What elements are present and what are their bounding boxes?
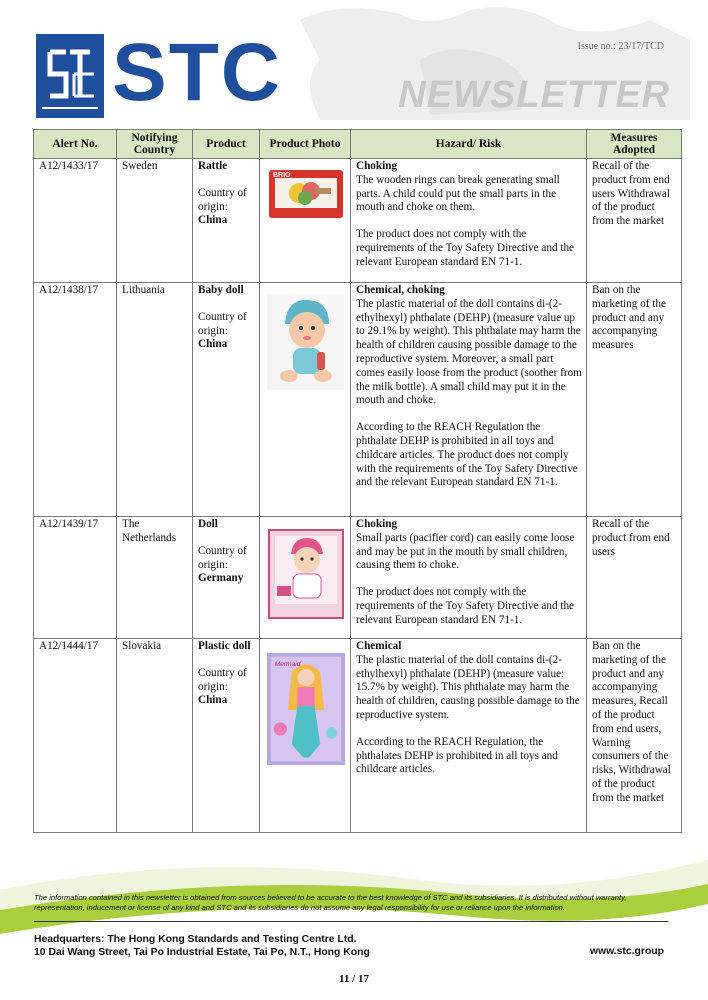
product-cell	[193, 639, 260, 833]
hazard-cell	[351, 159, 587, 283]
origin-country: China	[198, 338, 228, 351]
hazard-cell	[351, 517, 587, 639]
measures-adopted: Ban on the marketing of the product and any accompanying measures, Recall of the product from end users, Warning consumers of the risks, Withdrawal of the product from the market	[587, 639, 682, 833]
alert-number: A12/1439/17	[34, 517, 117, 639]
notifying-country: Slovakia	[117, 639, 193, 833]
origin-label: Country of origin:	[198, 666, 247, 693]
table-row	[34, 159, 682, 283]
alert-number: A12/1438/17	[34, 283, 117, 517]
svg-text:BRIO: BRIO	[273, 172, 291, 179]
product-name: Doll	[198, 518, 218, 530]
notifying-country: The Netherlands	[117, 517, 193, 639]
hazard-compliance: The product does not comply with the requirements of the Toy Safety Directive and the relevant European standard EN 71-1.	[356, 228, 575, 268]
hazard-compliance: According to the REACH Regulation, the phthalates DEHP is prohibited in all toys and childcare articles.	[356, 735, 558, 776]
hazard-description: The plastic material of the doll contains di-(2-ethylhexyl) phthalate (DEHP) (measure value: 15.7% by weight). This phthalate may harm the health of children, causing possible damage to the reproductive system.	[356, 653, 580, 721]
product-photo-cell	[260, 517, 351, 639]
hazard-cell	[351, 639, 587, 833]
origin-label: Country of origin:	[198, 544, 247, 571]
hazard-title: Chemical	[356, 640, 402, 652]
origin-label: Country of origin:	[198, 186, 247, 213]
column-header: Alert No.	[34, 130, 117, 159]
hazard-compliance: According to the REACH Regulation the phthalate DEHP is prohibited in all toys and childcare articles. The product does not comply with the requirements of the Toy Safety Directive and the relevant European standard EN 71-1.	[356, 421, 578, 489]
notifying-country: Sweden	[117, 159, 193, 283]
product-cell	[193, 283, 260, 517]
origin-label: Country of origin:	[198, 310, 247, 337]
alert-number: A12/1433/17	[34, 159, 117, 283]
product-name: Plastic doll	[198, 640, 251, 652]
column-header: Hazard/ Risk	[351, 130, 587, 159]
hazard-compliance: The product does not comply with the requirements of the Toy Safety Directive and the relevant European standard EN 71-1.	[356, 586, 575, 626]
hazard-description: Small parts (pacifier cord) can easily come loose and may be put in the mouth by small children, causing them to choke.	[356, 531, 575, 572]
table-row	[34, 283, 682, 517]
hq-line-2: 10 Dai Wang Street, Tai Po Industrial Estate, Tai Po, N.T., Hong Kong	[34, 947, 370, 958]
svg-text:Mermaid: Mermaid	[274, 661, 301, 669]
notifying-country: Lithuania	[117, 283, 193, 517]
mermaid-doll-photo	[267, 650, 345, 768]
hazard-description: The wooden rings can break generating small parts. A child could put the small parts in the mouth and choke on them.	[356, 173, 560, 214]
toy-rattle-photo	[267, 166, 345, 222]
product-name: Baby doll	[198, 284, 244, 296]
product-name: Rattle	[198, 160, 228, 172]
column-header: Product Photo	[260, 130, 351, 159]
hazard-description: The plastic material of the doll contains di-(2-ethylhexyl) phthalate (DEHP) (measure value up to 29.1% by weight). This phthalate may harm the health of children causing possible damage to the reproductive system. Moreover, a small part comes easily loose from the product (soother from the milk bottle). A small child may put it in the mouth and choke.	[356, 297, 582, 407]
stc-logo-mark	[36, 34, 104, 118]
table-row	[34, 517, 682, 639]
hazard-title: Choking	[356, 518, 398, 530]
product-photo-cell	[260, 283, 351, 517]
product-cell	[193, 159, 260, 283]
hazard-title: Chemical, choking	[356, 284, 445, 296]
table-header-row	[34, 130, 682, 159]
product-cell	[193, 517, 260, 639]
alerts-table	[33, 129, 682, 833]
column-header: Measures Adopted	[587, 130, 682, 159]
disclaimer-text: The information contained in this newsletter is obtained from sources believed to be accurate to the best knowledge of STC and its subsidiaries. It is distributed without warranty, representation, inducement or license of any kind and STC and its subsidiaries do not assume any legal responsibility for use or reliance upon the information.	[34, 893, 627, 912]
column-header: Notifying Country	[117, 130, 193, 159]
origin-country: China	[198, 694, 228, 707]
hazard-title: Choking	[356, 160, 398, 172]
headquarters-address	[34, 933, 370, 959]
table-row	[34, 639, 682, 833]
stc-logo-text: STC	[112, 27, 282, 118]
baby-doll-photo	[267, 294, 345, 390]
product-photo-cell	[260, 159, 351, 283]
measures-adopted: Recall of the product from end users	[587, 517, 682, 639]
measures-adopted: Ban on the marketing of the product and any accompanying measures	[587, 283, 682, 517]
hq-line-1: Headquarters: The Hong Kong Standards and Testing Centre Ltd.	[34, 934, 357, 945]
website-link[interactable]: www.stc.group	[589, 946, 664, 957]
newsletter-title: NEWSLETTER	[398, 74, 670, 116]
page-number: 11 / 17	[339, 973, 369, 985]
footer-divider	[34, 921, 668, 922]
column-header: Product	[193, 130, 260, 159]
hazard-cell	[351, 283, 587, 517]
product-photo-cell	[260, 639, 351, 833]
origin-country: China	[198, 214, 228, 227]
measures-adopted: Recall of the product from end users Withdrawal of the product from the market	[587, 159, 682, 283]
alert-number: A12/1444/17	[34, 639, 117, 833]
issue-number: Issue no.: 23/17/TCD	[577, 41, 664, 52]
origin-country: Germany	[198, 572, 244, 585]
boxed-doll-photo	[267, 528, 345, 620]
